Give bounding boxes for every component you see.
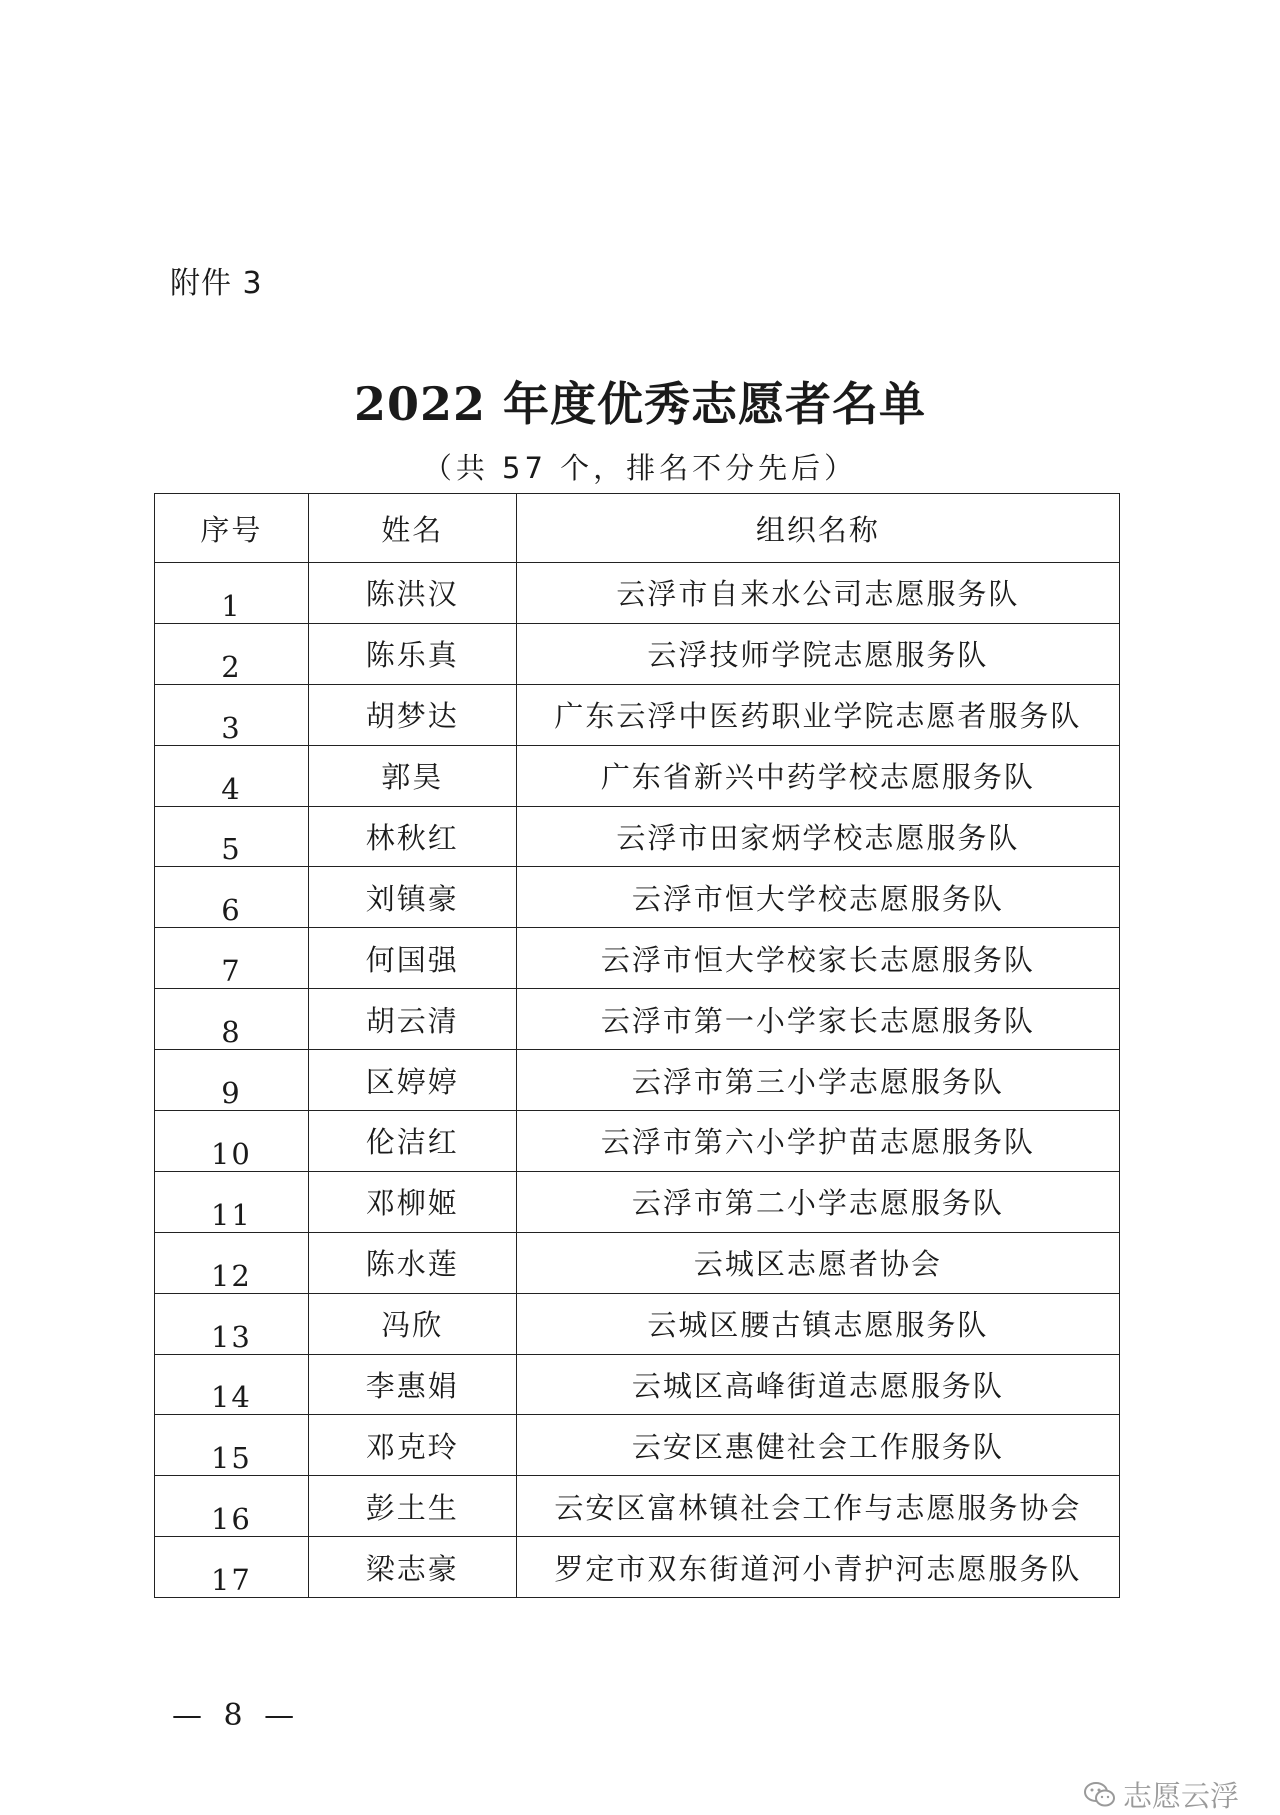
row-organization: 广东省新兴中药学校志愿服务队: [516, 745, 1119, 806]
volunteer-table: [154, 493, 1120, 1598]
row-name: 邓柳姬: [308, 1171, 516, 1232]
row-name: 林秋红: [308, 806, 516, 867]
table-row: [155, 1354, 1120, 1415]
row-organization: 罗定市双东街道河小青护河志愿服务队: [516, 1537, 1119, 1598]
table-row: [155, 1232, 1120, 1293]
row-organization: 云浮市恒大学校家长志愿服务队: [516, 928, 1119, 989]
row-name: 何国强: [308, 928, 516, 989]
row-organization: 云浮市第六小学护苗志愿服务队: [516, 1111, 1119, 1172]
row-index: 2: [155, 623, 309, 684]
row-index: 17: [155, 1537, 309, 1598]
header-index: 序号: [155, 494, 309, 563]
table-row: [155, 1293, 1120, 1354]
table-row: [155, 1476, 1120, 1537]
table-header-row: [155, 494, 1120, 563]
row-name: 梁志豪: [308, 1537, 516, 1598]
table-row: [155, 1537, 1120, 1598]
table-row: [155, 928, 1120, 989]
row-index: 14: [155, 1354, 309, 1415]
row-name: 彭土生: [308, 1476, 516, 1537]
row-organization: 云浮市田家炳学校志愿服务队: [516, 806, 1119, 867]
page-subtitle: （共 57 个，排名不分先后）: [422, 451, 858, 485]
row-index: 10: [155, 1111, 309, 1172]
row-index: 12: [155, 1232, 309, 1293]
row-organization: 云浮市自来水公司志愿服务队: [516, 563, 1119, 624]
table-row: [155, 623, 1120, 684]
table-row: [155, 563, 1120, 624]
attachment-label: 附件 3: [170, 266, 263, 301]
table-row: [155, 989, 1120, 1050]
row-organization: 云浮技师学院志愿服务队: [516, 623, 1119, 684]
row-name: 邓克玲: [308, 1415, 516, 1476]
row-index: 13: [155, 1293, 309, 1354]
row-name: 冯欣: [308, 1293, 516, 1354]
row-organization: 广东云浮中医药职业学院志愿者服务队: [516, 684, 1119, 745]
watermark: [1083, 1774, 1239, 1815]
table-row: [155, 684, 1120, 745]
row-index: 15: [155, 1415, 309, 1476]
row-name: 陈水莲: [308, 1232, 516, 1293]
row-organization: 云浮市恒大学校志愿服务队: [516, 867, 1119, 928]
row-organization: 云浮市第三小学志愿服务队: [516, 1050, 1119, 1111]
row-name: 陈乐真: [308, 623, 516, 684]
row-index: 11: [155, 1171, 309, 1232]
page-number: — 8 —: [172, 1698, 301, 1733]
row-organization: 云城区腰古镇志愿服务队: [516, 1293, 1119, 1354]
row-name: 郭昊: [308, 745, 516, 806]
row-index: 5: [155, 806, 309, 867]
header-name: 姓名: [308, 494, 516, 563]
row-index: 8: [155, 989, 309, 1050]
row-index: 16: [155, 1476, 309, 1537]
watermark-text: 志愿云浮: [1123, 1779, 1240, 1813]
table-row: [155, 745, 1120, 806]
row-organization: 云安区富林镇社会工作与志愿服务协会: [516, 1476, 1119, 1537]
row-name: 胡云清: [308, 989, 516, 1050]
row-name: 刘镇豪: [308, 867, 516, 928]
row-name: 区婷婷: [308, 1050, 516, 1111]
row-organization: 云城区志愿者协会: [516, 1232, 1119, 1293]
row-name: 陈洪汉: [308, 563, 516, 624]
table-row: [155, 806, 1120, 867]
table-row: [155, 1111, 1120, 1172]
row-index: 6: [155, 867, 309, 928]
row-organization: 云城区高峰街道志愿服务队: [516, 1354, 1119, 1415]
table-row: [155, 1171, 1120, 1232]
row-name: 伦洁红: [308, 1111, 516, 1172]
row-index: 7: [155, 928, 309, 989]
row-index: 9: [155, 1050, 309, 1111]
row-organization: 云安区惠健社会工作服务队: [516, 1415, 1119, 1476]
table-row: [155, 867, 1120, 928]
row-index: 4: [155, 745, 309, 806]
row-organization: 云浮市第二小学志愿服务队: [516, 1171, 1119, 1232]
row-index: 1: [155, 563, 309, 624]
table-row: [155, 1050, 1120, 1111]
header-organization: 组织名称: [516, 494, 1119, 563]
page-title: 2022 年度优秀志愿者名单: [353, 377, 927, 431]
row-index: 3: [155, 684, 309, 745]
row-name: 胡梦达: [308, 684, 516, 745]
row-name: 李惠娟: [308, 1354, 516, 1415]
row-organization: 云浮市第一小学家长志愿服务队: [516, 989, 1119, 1050]
wechat-icon: [1083, 1780, 1117, 1810]
table-row: [155, 1415, 1120, 1476]
